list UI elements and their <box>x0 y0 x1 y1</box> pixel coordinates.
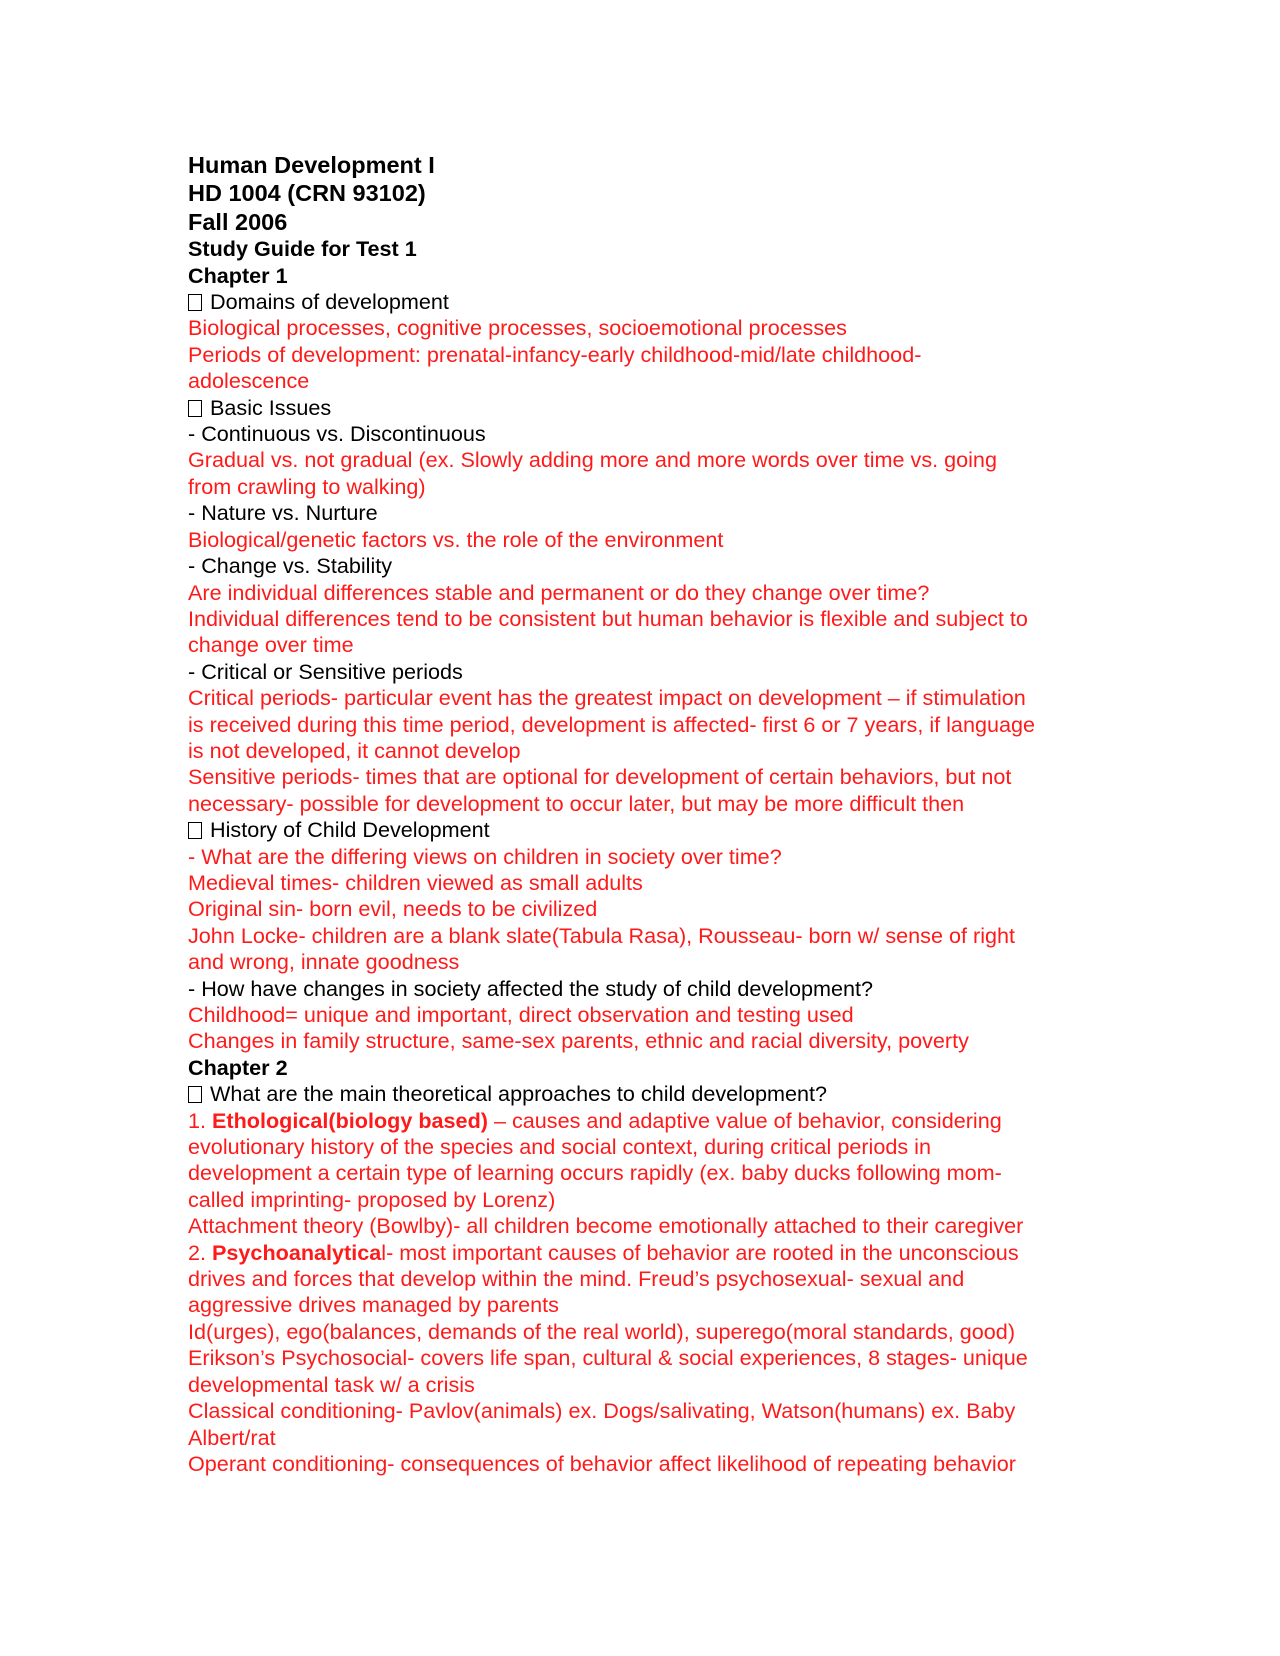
answer-line: Attachment theory (Bowlby)- all children become emotionally attached to their caregiver <box>188 1213 1024 1239</box>
checkbox-bullet-icon <box>188 1086 202 1103</box>
term: Fall 2006 <box>188 208 288 235</box>
answer-line: Individual differences tend to be consistent but human behavior is flexible and subject to <box>188 605 1028 631</box>
question-line: - Continuous vs. Discontinuous <box>188 421 486 447</box>
answer-line: Childhood= unique and important, direct observation and testing used <box>188 1002 854 1027</box>
item-number: 2. <box>188 1239 213 1265</box>
term-psychoanalytical: Psychoanalytica <box>212 1239 382 1265</box>
answer-line: from crawling to walking) <box>188 473 426 499</box>
answer-line: development a certain type of learning occurs rapidly (ex. baby ducks following mom- <box>188 1160 1002 1186</box>
answer-line: Sensitive periods- times that are optional for development of certain behaviors, but not <box>188 764 1012 790</box>
question-line: - Critical or Sensitive periods <box>188 658 463 684</box>
question-line: - What are the differing views on children in society over time? <box>188 843 782 869</box>
answer-line: Erikson’s Psychosocial- covers life span, cultural & social experiences, 8 stages- unique <box>188 1345 1028 1371</box>
item-number: 1. <box>188 1107 213 1133</box>
answer-line: Albert/rat <box>188 1424 276 1450</box>
bullet-label: Basic Issues <box>210 394 332 420</box>
answer-line: Original sin- born evil, needs to be civilized <box>188 896 598 922</box>
bullet-label: Domains of development <box>210 289 449 315</box>
study-guide-content <box>188 151 1118 1477</box>
answer-line: aggressive drives managed by parents <box>188 1292 559 1318</box>
answer-line: developmental task w/ a crisis <box>188 1371 475 1397</box>
course-code: HD 1004 (CRN 93102) <box>188 180 426 207</box>
checkbox-bullet-icon <box>188 822 202 839</box>
answer-line: Gradual vs. not gradual (ex. Slowly adding more and more words over time vs. going <box>188 447 997 473</box>
answer-line: Are individual differences stable and permanent or do they change over time? <box>188 579 930 605</box>
answer-line: Biological/genetic factors vs. the role of the environment <box>188 526 724 552</box>
answer-line: John Locke- children are a blank slate(Tabula Rasa), Rousseau- born w/ sense of right <box>188 922 1016 948</box>
chapter-2-heading: Chapter 2 <box>188 1054 288 1080</box>
bullet-domains <box>188 289 1118 315</box>
answer-line: necessary- possible for development to occur later, but may be more difficult then <box>188 790 965 816</box>
question-line: - Nature vs. Nurture <box>188 500 378 526</box>
bullet-label: History of Child Development <box>210 817 490 843</box>
answer-line: is received during this time period, development is affected- first 6 or 7 years, if language <box>188 711 1035 737</box>
answer-line: evolutionary history of the species and social context, during critical periods in <box>188 1134 931 1160</box>
ethological-line <box>188 1108 1118 1134</box>
answer-line: drives and forces that develop within the mind. Freud’s psychosexual- sexual and <box>188 1266 965 1292</box>
answer-line: Biological processes, cognitive processes, socioemotional processes <box>188 315 847 341</box>
term-description: – causes and adaptive value of behavior, considering <box>487 1107 1002 1133</box>
answer-line: and wrong, innate goodness <box>188 949 460 975</box>
guide-title: Study Guide for Test 1 <box>188 236 417 262</box>
bullet-label: What are the main theoretical approaches to child development? <box>210 1081 827 1107</box>
answer-line: change over time <box>188 632 354 658</box>
term-ethological: Ethological(biology based) <box>212 1107 488 1133</box>
answer-line: Id(urges), ego(balances, demands of the real world), superego(moral standards, good) <box>188 1318 1016 1344</box>
answer-line: Medieval times- children viewed as small adults <box>188 869 643 895</box>
answer-line: Critical periods- particular event has the greatest impact on development – if stimulation <box>188 685 1026 711</box>
answer-line: Periods of development: prenatal-infancy-early childhood-mid/late childhood- <box>188 341 922 367</box>
checkbox-bullet-icon <box>188 294 202 311</box>
answer-line: Classical conditioning- Pavlov(animals) ex. Dogs/salivating, Watson(humans) ex. Baby <box>188 1398 1016 1424</box>
answer-line: called imprinting- proposed by Lorenz) <box>188 1186 556 1212</box>
answer-line: Changes in family structure, same-sex parents, ethnic and racial diversity, poverty <box>188 1028 969 1054</box>
answer-line: is not developed, it cannot develop <box>188 737 521 763</box>
term-description: l- most important causes of behavior are rooted in the unconscious <box>381 1239 1019 1265</box>
answer-line: Operant conditioning- consequences of behavior affect likelihood of repeating behavior <box>188 1450 1016 1476</box>
psychoanalytical-line <box>188 1240 1118 1266</box>
bullet-basic-issues <box>188 395 1118 421</box>
question-line: - Change vs. Stability <box>188 553 393 579</box>
question-line: - How have changes in society affected the study of child development? <box>188 975 874 1001</box>
chapter-1-heading: Chapter 1 <box>188 262 288 288</box>
course-title: Human Development I <box>188 152 435 178</box>
checkbox-bullet-icon <box>188 400 202 417</box>
answer-line: adolescence <box>188 368 310 394</box>
bullet-history <box>188 817 1118 843</box>
bullet-theories <box>188 1081 1118 1107</box>
